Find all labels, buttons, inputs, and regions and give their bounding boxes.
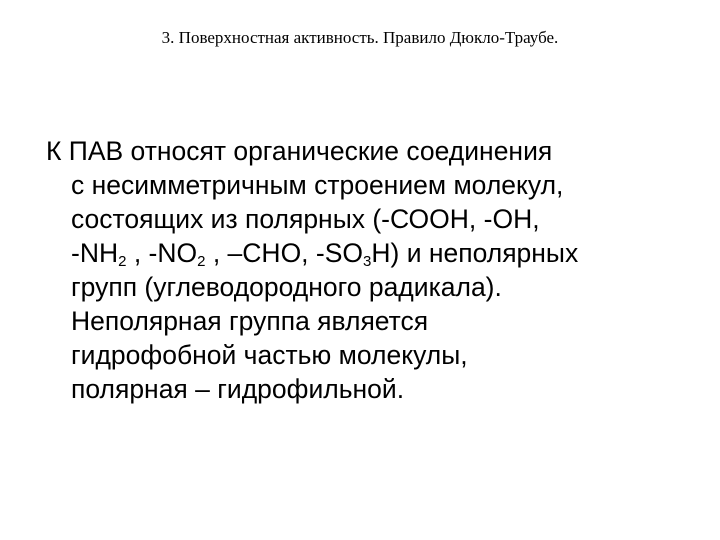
body-paragraph	[46, 134, 686, 406]
body-line-6: Неполярная группа является	[71, 306, 429, 336]
slide-title: 3. Поверхностная активность. Правило Дюкло-Траубе.	[161, 28, 559, 47]
formula-nh: -NH	[71, 238, 119, 268]
subscript-2: 2	[197, 253, 206, 270]
body-line-7: гидрофобной частью молекулы,	[71, 340, 468, 370]
body-line-5: групп (углеводородного радикала).	[71, 272, 502, 302]
body-line-8: полярная – гидрофильной.	[71, 374, 405, 404]
body-line-1: К ПАВ относят органические соединения	[46, 136, 553, 166]
formula-tail: H) и неполярных	[371, 238, 579, 268]
subscript-3: 3	[363, 253, 372, 270]
formula-cho-so: , –СНО, -SO	[205, 238, 364, 268]
subscript-2: 2	[118, 253, 127, 270]
body-line-4	[46, 236, 686, 270]
body-line-3: состоящих из полярных (-СООН, -ОН,	[71, 204, 540, 234]
formula-no: , -NO	[126, 238, 198, 268]
body-line-2: с несимметричным строением молекул,	[71, 170, 564, 200]
